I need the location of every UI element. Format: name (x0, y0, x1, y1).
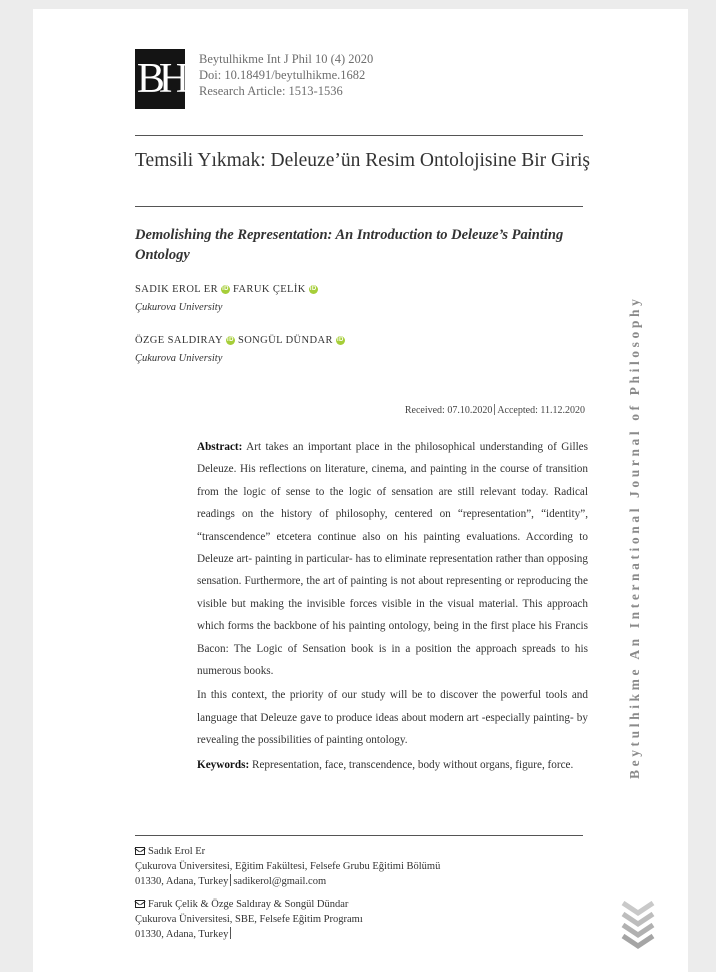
received-accepted-dates (405, 404, 585, 416)
abstract-paragraph-1 (197, 436, 588, 682)
keywords-paragraph (197, 754, 588, 776)
orcid-icon[interactable]: iD (227, 337, 234, 343)
author-name: FARUK ÇELİK (232, 284, 306, 295)
orcid-icon[interactable]: iD (336, 337, 344, 343)
orcid-icon[interactable]: iD (222, 286, 229, 292)
contact-name: Faruk Çelik & Özge Saldıray & Songül Dündar (148, 899, 349, 910)
abstract-text-1: Art takes an important place in the philosophical understanding of Gilles Deleuze. His reflections on literature, cinema, and painting in the course of transition from the logic of sense to the logic of sensation are still relevant today. Radical readings on the history of philosophy, centered on “representation”, “identity”, “transcendence” etcetera continue also on his painting evaluations. According to Deleuze art- painting in particular- has to eliminate representation rather than opposing sensation. Furthermore, the art of painting is not about representing or reproducing the visible but making the invisible forces visible in the visual material. This approach which forms the backbone of his painting ontology, being in the first place his Francis Bacon: The Logic of Sensation book is in a position the approach spreads to his numerous books. (197, 441, 588, 678)
contact-email[interactable]: sadikerol@gmail.com (233, 876, 327, 887)
separator-bar (230, 927, 231, 939)
chevron-down-icon (621, 901, 655, 951)
keywords-label: Keywords: (197, 758, 250, 771)
turkish-title: Temsili Yıkmak: Deleuze’ün Resim Ontolojisine Bir Giriş (135, 150, 591, 171)
separator-bar (230, 874, 231, 886)
journal-line: Beytulhikme Int J Phil 10 (4) 2020 (199, 52, 374, 66)
abstract-block (197, 436, 588, 778)
author-name: SADIK EROL ER (135, 284, 218, 295)
doi-line[interactable]: Doi: 10.18491/beytulhikme.1682 (199, 68, 366, 82)
document-page (33, 9, 688, 972)
author-name: ÖZGE SALDIRAY (135, 335, 223, 346)
accepted-date: Accepted: 11.12.2020 (497, 405, 585, 416)
envelope-icon (135, 900, 145, 908)
contact-address: Çukurova Üniversitesi, SBE, Felsefe Eğitim Programı (135, 914, 363, 925)
affiliation-1: Çukurova University (135, 302, 223, 313)
affiliation-2: Çukurova University (135, 353, 223, 364)
contact-city: 01330, Adana, Turkey (135, 929, 229, 940)
logo-text: BH (136, 56, 184, 102)
divider-title (135, 206, 583, 207)
contact-name: Sadık Erol Er (148, 846, 206, 857)
contact-address: Çukurova Üniversitesi, Eğitim Fakültesi, Felsefe Grubu Eğitimi Bölümü (135, 861, 441, 872)
author-line-1 (135, 284, 321, 295)
received-date: Received: 07.10.2020 (404, 405, 493, 416)
envelope-icon (135, 847, 145, 855)
english-title: Demolishing the Representation: An Introduction to Deleuze’s Painting Ontology (135, 227, 564, 263)
abstract-paragraph-2: In this context, the priority of our study will be to discover the powerful tools and language that Deleuze gave to produce ideas about modern art -especially painting- by revealing the possibilities of painting ontology. (197, 689, 588, 747)
contact-block-2 (135, 897, 363, 942)
journal-vertical-title: Beytulhikme An International Journal of Philosophy (627, 295, 642, 779)
divider-footnote (135, 835, 583, 836)
orcid-icon[interactable]: iD (309, 286, 317, 292)
divider-top (135, 135, 583, 136)
article-metadata (199, 51, 373, 99)
date-separator (494, 404, 495, 415)
author-line-2 (135, 335, 348, 346)
contact-block-1 (135, 844, 440, 889)
contact-city: 01330, Adana, Turkey (135, 876, 229, 887)
keywords-text: Representation, face, transcendence, body without organs, figure, force. (252, 758, 574, 771)
journal-logo (135, 49, 185, 109)
abstract-label: Abstract: (197, 441, 243, 453)
article-line: Research Article: 1513-1536 (199, 84, 343, 98)
author-name: SONGÜL DÜNDAR (237, 335, 333, 346)
